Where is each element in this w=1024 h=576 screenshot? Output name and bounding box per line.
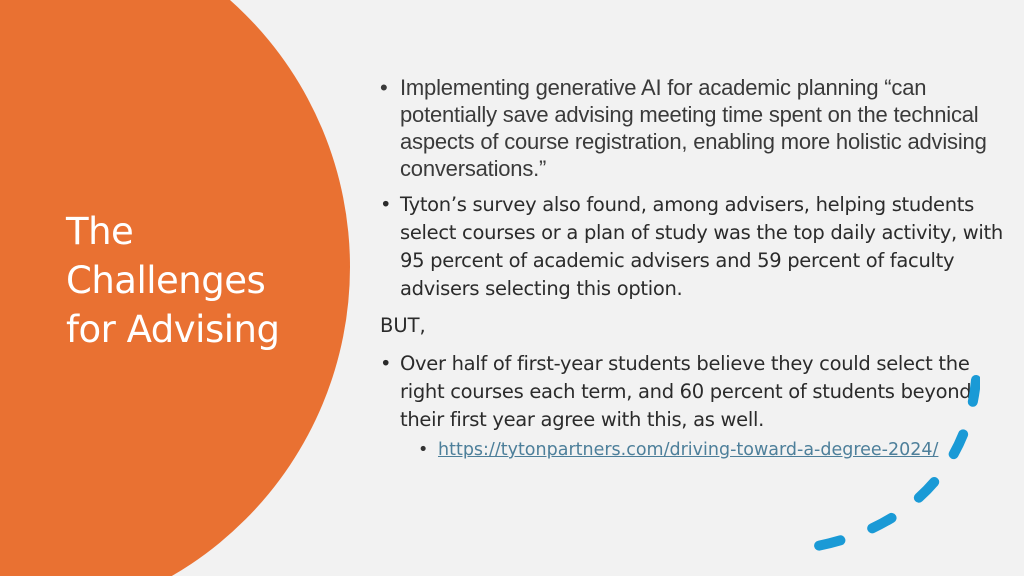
title-line: Challenges <box>66 259 266 302</box>
but-text: BUT, <box>380 314 426 337</box>
title-line: The <box>66 210 134 253</box>
bullet-text: Over half of first-year students believe they could select the right courses each term, and 60 percent of students beyond their first year agree with this, as well. <box>400 352 972 431</box>
bullet-glyph: • <box>380 193 392 216</box>
title-line: for Advising <box>66 308 280 351</box>
bullet-item <box>380 74 1010 182</box>
bullet-glyph: • <box>380 352 392 375</box>
bullet-item <box>380 191 1010 303</box>
bullet-glyph: • <box>418 440 429 460</box>
slide-title <box>66 207 326 354</box>
dashed-swoosh-decoration <box>780 372 980 562</box>
bullet-glyph: • <box>380 75 388 100</box>
bullet-text: Tyton’s survey also found, among advisers, helping students select courses or a plan of study was the top daily activity, with 95 percent of academic advisers and 59 percent of faculty advisers selecting this option. <box>400 193 1003 300</box>
bullet-text: Implementing generative AI for academic planning “can potentially save advising meeting time spent on the technical aspects of course registration, enabling more holistic advising conversations.” <box>400 75 987 181</box>
source-link[interactable]: https://tytonpartners.com/driving-toward-a-degree-2024/ <box>438 440 939 460</box>
